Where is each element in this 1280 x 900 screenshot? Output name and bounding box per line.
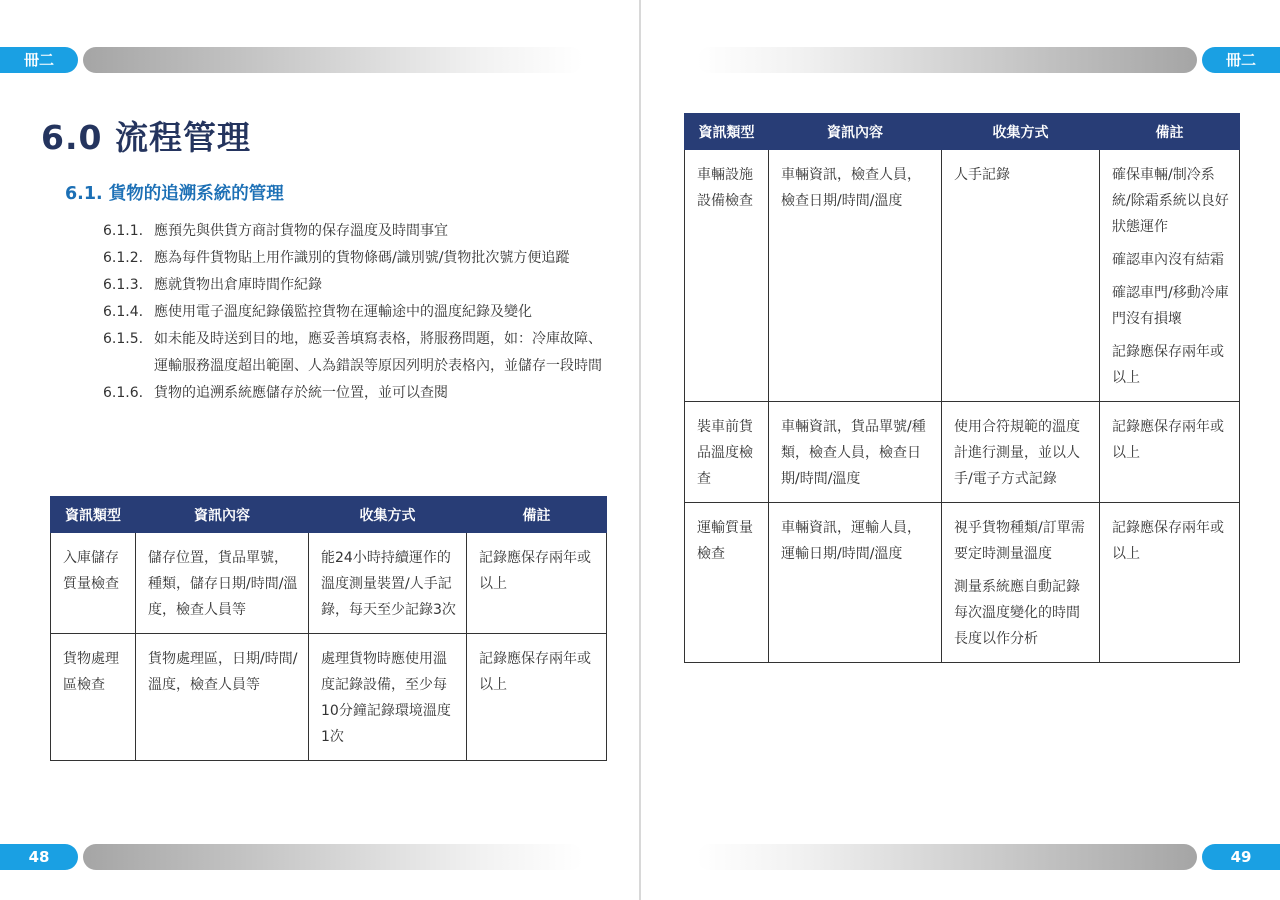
cell-remarks bbox=[1100, 402, 1240, 503]
method-text: 視乎貨物種類/訂單需要定時測量溫度 bbox=[954, 520, 1085, 562]
remark-text: 確保車輛/制冷系統/除霜系統以良好狀態運作 bbox=[1112, 167, 1229, 235]
section-title: 6.0 流程管理 bbox=[41, 118, 251, 157]
item-text: 應使用電子溫度紀錄儀監控貨物在運輸途中的溫度紀錄及變化 bbox=[154, 304, 532, 320]
method-text: 人手記錄 bbox=[954, 167, 1010, 183]
list-item bbox=[103, 380, 603, 407]
records-table-right bbox=[684, 113, 1240, 663]
cell-info-content: 車輛資訊，貨品單號/種類，檢查人員，檢查日期/時間/溫度 bbox=[769, 402, 942, 503]
method-text: 使用合符規範的溫度計進行測量，並以人手/電子方式記錄 bbox=[954, 419, 1080, 487]
remark-text: 記錄應保存兩年或以上 bbox=[1112, 344, 1224, 386]
remark-text: 記錄應保存兩年或以上 bbox=[479, 550, 591, 592]
table-header-row bbox=[51, 497, 607, 533]
remark-text: 確認車內沒有結霜 bbox=[1112, 252, 1224, 268]
header-remarks: 備註 bbox=[1100, 114, 1240, 150]
header-info-content: 資訊內容 bbox=[136, 497, 309, 533]
header-info-type: 資訊類型 bbox=[51, 497, 136, 533]
subsection-title: 6.1. 貨物的追溯系統的管理 bbox=[65, 184, 284, 204]
cell-collection-method bbox=[942, 402, 1100, 503]
table-row bbox=[685, 402, 1240, 503]
item-number: 6.1.3. bbox=[103, 277, 144, 293]
item-text: 應預先與供貨方商討貨物的保存溫度及時間事宜 bbox=[154, 223, 448, 239]
item-text: 應就貨物出倉庫時間作紀錄 bbox=[154, 277, 322, 293]
list-item bbox=[103, 218, 603, 245]
item-text: 貨物的追溯系統應儲存於統一位置，並可以查閱 bbox=[154, 385, 448, 401]
list-item bbox=[103, 272, 603, 299]
header-bar bbox=[83, 47, 583, 73]
page-number-badge: 48 bbox=[0, 844, 78, 870]
cell-collection-method bbox=[309, 634, 467, 761]
item-text: 應為每件貨物貼上用作識別的貨物條碼/識別號/貨物批次號方便追蹤 bbox=[154, 250, 570, 266]
page-number-badge: 49 bbox=[1202, 844, 1280, 870]
table-row bbox=[685, 503, 1240, 663]
list-item bbox=[103, 245, 603, 272]
header-bar bbox=[697, 47, 1197, 73]
cell-info-type: 貨物處理區檢查 bbox=[51, 634, 136, 761]
method-text: 處理貨物時應使用溫度記錄設備，至少每10分鐘記錄環境溫度1次 bbox=[321, 651, 451, 745]
cell-remarks bbox=[467, 533, 607, 634]
cell-info-content: 儲存位置，貨品單號，種類，儲存日期/時間/溫度，檢查人員等 bbox=[136, 533, 309, 634]
table-row bbox=[685, 150, 1240, 402]
item-text: 如未能及時送到目的地，應妥善填寫表格，將服務問題，如：冷庫故障、運輸服務溫度超出範圍、人為錯誤等原因列明於表格內，並儲存一段時間 bbox=[154, 331, 602, 374]
item-number: 6.1.6. bbox=[103, 385, 144, 401]
volume-tab: 冊二 bbox=[0, 47, 78, 73]
remark-text: 記錄應保存兩年或以上 bbox=[1112, 419, 1224, 461]
list-item bbox=[103, 326, 603, 380]
footer-bar bbox=[697, 844, 1197, 870]
item-number: 6.1.5. bbox=[103, 331, 144, 347]
table-row bbox=[51, 533, 607, 634]
volume-tab: 冊二 bbox=[1202, 47, 1280, 73]
numbered-list bbox=[103, 218, 603, 407]
cell-remarks bbox=[467, 634, 607, 761]
item-number: 6.1.2. bbox=[103, 250, 144, 266]
item-number: 6.1.1. bbox=[103, 223, 144, 239]
list-item bbox=[103, 299, 603, 326]
header-info-content: 資訊內容 bbox=[769, 114, 942, 150]
cell-collection-method bbox=[942, 503, 1100, 663]
cell-collection-method bbox=[309, 533, 467, 634]
cell-info-type: 車輛設施設備檢查 bbox=[685, 150, 769, 402]
remark-text: 記錄應保存兩年或以上 bbox=[479, 651, 591, 693]
cell-info-type: 裝車前貨品溫度檢查 bbox=[685, 402, 769, 503]
records-table-left bbox=[50, 496, 607, 761]
footer-bar bbox=[83, 844, 583, 870]
method-text: 能24小時持續運作的溫度測量裝置/人手記錄，每天至少記錄3次 bbox=[321, 550, 456, 618]
method-text: 測量系統應自動記錄每次溫度變化的時間長度以作分析 bbox=[954, 579, 1080, 647]
remark-text: 記錄應保存兩年或以上 bbox=[1112, 520, 1224, 562]
cell-remarks bbox=[1100, 503, 1240, 663]
cell-info-content: 貨物處理區，日期/時間/溫度，檢查人員等 bbox=[136, 634, 309, 761]
header-collection-method: 收集方式 bbox=[309, 497, 467, 533]
cell-remarks bbox=[1100, 150, 1240, 402]
header-info-type: 資訊類型 bbox=[685, 114, 769, 150]
cell-collection-method bbox=[942, 150, 1100, 402]
cell-info-type: 入庫儲存質量檢查 bbox=[51, 533, 136, 634]
header-remarks: 備註 bbox=[467, 497, 607, 533]
remark-text: 確認車門/移動冷庫門沒有損壞 bbox=[1112, 285, 1229, 327]
item-number: 6.1.4. bbox=[103, 304, 144, 320]
right-page bbox=[640, 0, 1280, 900]
header-collection-method: 收集方式 bbox=[942, 114, 1100, 150]
cell-info-content: 車輛資訊，運輸人員，運輸日期/時間/溫度 bbox=[769, 503, 942, 663]
cell-info-content: 車輛資訊，檢查人員，檢查日期/時間/溫度 bbox=[769, 150, 942, 402]
table-row bbox=[51, 634, 607, 761]
cell-info-type: 運輸質量檢查 bbox=[685, 503, 769, 663]
table-header-row bbox=[685, 114, 1240, 150]
